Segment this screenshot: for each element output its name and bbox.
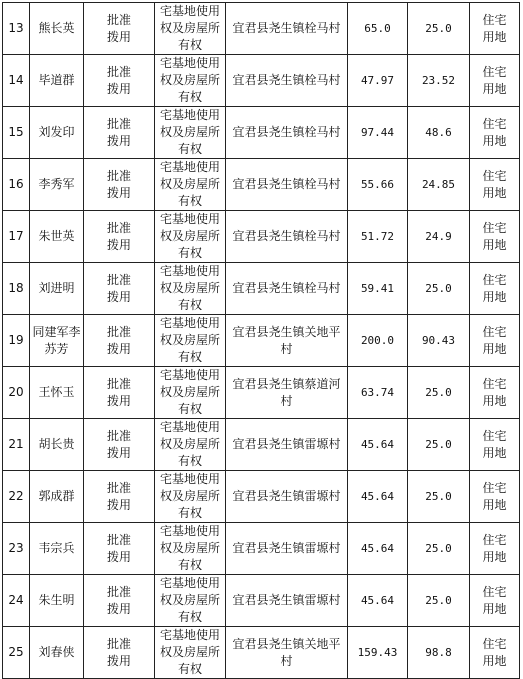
cell-text-purpose: 住宅用地 [482, 168, 507, 200]
cell-text-no: 25 [8, 645, 24, 659]
cell-text-no: 19 [8, 333, 24, 347]
row-number-cell [3, 627, 30, 679]
owner-name-cell [30, 523, 84, 575]
cell-text-location: 宜君县尧生镇栓马村 [232, 229, 341, 243]
right-type-cell [155, 159, 226, 211]
cell-text-location: 宜君县尧生镇栓马村 [232, 125, 341, 139]
cell-text-purpose: 住宅用地 [482, 116, 507, 148]
table-row [3, 367, 520, 419]
total-area-cell [348, 315, 408, 367]
approval-cell [84, 263, 155, 315]
total-area-cell [348, 211, 408, 263]
cell-text-area-total: 51.72 [360, 230, 395, 243]
cell-text-name: 郭成群 [38, 489, 75, 503]
cell-text-area-total: 59.41 [360, 282, 395, 295]
table-row [3, 575, 520, 627]
cell-text-area-use: 25.0 [425, 490, 452, 503]
cell-text-area-use: 98.8 [425, 646, 452, 659]
cell-text-approval: 批准拨用 [106, 428, 131, 460]
purpose-cell [470, 55, 520, 107]
cell-text-location: 宜君县尧生镇栓马村 [232, 281, 341, 295]
owner-name-cell [30, 367, 84, 419]
land-registry-sheet [2, 2, 519, 674]
row-number-cell [3, 211, 30, 263]
right-type-cell [155, 107, 226, 159]
table-row [3, 107, 520, 159]
row-number-cell [3, 523, 30, 575]
right-type-cell [155, 55, 226, 107]
cell-text-purpose: 住宅用地 [482, 584, 507, 616]
cell-text-right: 宅基地使用权及房屋所有权 [159, 108, 220, 156]
cell-text-location: 宜君县尧生镇雷塬村 [232, 489, 341, 503]
table-row [3, 159, 520, 211]
cell-text-no: 16 [8, 177, 24, 191]
cell-text-area-use: 48.6 [425, 126, 452, 139]
purpose-cell [470, 159, 520, 211]
cell-text-approval: 批准拨用 [106, 376, 131, 408]
location-cell [226, 419, 348, 471]
cell-text-no: 14 [8, 73, 24, 87]
cell-text-approval: 批准拨用 [106, 584, 131, 616]
cell-text-name: 李秀军 [38, 177, 75, 191]
cell-text-location: 宜君县尧生镇雷塬村 [232, 541, 341, 555]
cell-text-right: 宅基地使用权及房屋所有权 [159, 160, 220, 208]
owner-name-cell [30, 627, 84, 679]
cell-text-no: 21 [8, 437, 24, 451]
land-registry-table [2, 2, 520, 679]
table-row [3, 627, 520, 679]
total-area-cell [348, 367, 408, 419]
cell-text-right: 宅基地使用权及房屋所有权 [159, 576, 220, 624]
cell-text-right: 宅基地使用权及房屋所有权 [159, 4, 220, 52]
purpose-cell [470, 367, 520, 419]
location-cell [226, 159, 348, 211]
right-type-cell [155, 575, 226, 627]
cell-text-approval: 批准拨用 [106, 480, 131, 512]
row-number-cell [3, 55, 30, 107]
approval-cell [84, 367, 155, 419]
cell-text-right: 宅基地使用权及房屋所有权 [159, 212, 220, 260]
cell-text-right: 宅基地使用权及房屋所有权 [159, 264, 220, 312]
location-cell [226, 523, 348, 575]
cell-text-purpose: 住宅用地 [482, 12, 507, 44]
location-cell [226, 263, 348, 315]
cell-text-purpose: 住宅用地 [482, 376, 507, 408]
use-area-cell [408, 315, 470, 367]
approval-cell [84, 107, 155, 159]
table-row [3, 523, 520, 575]
total-area-cell [348, 575, 408, 627]
owner-name-cell [30, 55, 84, 107]
owner-name-cell [30, 263, 84, 315]
location-cell [226, 55, 348, 107]
location-cell [226, 575, 348, 627]
cell-text-right: 宅基地使用权及房屋所有权 [159, 472, 220, 520]
total-area-cell [348, 55, 408, 107]
total-area-cell [348, 107, 408, 159]
cell-text-area-total: 45.64 [360, 438, 395, 451]
location-cell [226, 3, 348, 55]
approval-cell [84, 3, 155, 55]
cell-text-area-use: 25.0 [425, 438, 452, 451]
table-row [3, 3, 520, 55]
cell-text-no: 22 [8, 489, 24, 503]
cell-text-purpose: 住宅用地 [482, 64, 507, 96]
row-number-cell [3, 419, 30, 471]
cell-text-purpose: 住宅用地 [482, 220, 507, 252]
approval-cell [84, 159, 155, 211]
cell-text-location: 宜君县尧生镇关地平村 [232, 324, 341, 356]
cell-text-location: 宜君县尧生镇蔡道河村 [232, 376, 341, 408]
cell-text-location: 宜君县尧生镇栓马村 [232, 21, 341, 35]
row-number-cell [3, 315, 30, 367]
cell-text-area-total: 45.64 [360, 490, 395, 503]
right-type-cell [155, 3, 226, 55]
cell-text-no: 24 [8, 593, 24, 607]
total-area-cell [348, 159, 408, 211]
location-cell [226, 107, 348, 159]
cell-text-name: 刘发印 [38, 125, 75, 139]
right-type-cell [155, 263, 226, 315]
cell-text-location: 宜君县尧生镇栓马村 [232, 177, 341, 191]
owner-name-cell [30, 471, 84, 523]
cell-text-no: 13 [8, 21, 24, 35]
right-type-cell [155, 315, 226, 367]
cell-text-area-use: 24.85 [421, 178, 456, 191]
cell-text-purpose: 住宅用地 [482, 272, 507, 304]
cell-text-right: 宅基地使用权及房屋所有权 [159, 628, 220, 676]
total-area-cell [348, 419, 408, 471]
use-area-cell [408, 367, 470, 419]
cell-text-location: 宜君县尧生镇雷塬村 [232, 593, 341, 607]
approval-cell [84, 315, 155, 367]
cell-text-approval: 批准拨用 [106, 116, 131, 148]
purpose-cell [470, 263, 520, 315]
use-area-cell [408, 3, 470, 55]
approval-cell [84, 211, 155, 263]
cell-text-no: 17 [8, 229, 24, 243]
cell-text-location: 宜君县尧生镇雷塬村 [232, 437, 341, 451]
cell-text-no: 20 [8, 385, 24, 399]
cell-text-name: 熊长英 [38, 21, 75, 35]
cell-text-area-use: 24.9 [425, 230, 452, 243]
cell-text-right: 宅基地使用权及房屋所有权 [159, 368, 220, 416]
cell-text-approval: 批准拨用 [106, 272, 131, 304]
cell-text-approval: 批准拨用 [106, 12, 131, 44]
location-cell [226, 315, 348, 367]
cell-text-approval: 批准拨用 [106, 324, 131, 356]
cell-text-name: 同建军李苏芳 [32, 324, 81, 356]
purpose-cell [470, 471, 520, 523]
owner-name-cell [30, 315, 84, 367]
cell-text-area-use: 25.0 [425, 542, 452, 555]
table-row [3, 419, 520, 471]
table-row [3, 55, 520, 107]
table-row [3, 211, 520, 263]
purpose-cell [470, 575, 520, 627]
table-row [3, 471, 520, 523]
cell-text-no: 18 [8, 281, 24, 295]
right-type-cell [155, 523, 226, 575]
purpose-cell [470, 211, 520, 263]
approval-cell [84, 55, 155, 107]
use-area-cell [408, 523, 470, 575]
cell-text-name: 韦宗兵 [38, 541, 75, 555]
cell-text-no: 23 [8, 541, 24, 555]
cell-text-area-total: 97.44 [360, 126, 395, 139]
row-number-cell [3, 471, 30, 523]
cell-text-approval: 批准拨用 [106, 64, 131, 96]
row-number-cell [3, 367, 30, 419]
cell-text-area-total: 200.0 [360, 334, 395, 347]
use-area-cell [408, 419, 470, 471]
location-cell [226, 471, 348, 523]
owner-name-cell [30, 159, 84, 211]
cell-text-area-use: 23.52 [421, 74, 456, 87]
cell-text-area-total: 45.64 [360, 594, 395, 607]
cell-text-area-total: 55.66 [360, 178, 395, 191]
location-cell [226, 627, 348, 679]
use-area-cell [408, 159, 470, 211]
use-area-cell [408, 471, 470, 523]
cell-text-location: 宜君县尧生镇关地平村 [232, 636, 341, 668]
cell-text-area-use: 25.0 [425, 386, 452, 399]
cell-text-right: 宅基地使用权及房屋所有权 [159, 524, 220, 572]
row-number-cell [3, 159, 30, 211]
owner-name-cell [30, 419, 84, 471]
cell-text-approval: 批准拨用 [106, 532, 131, 564]
purpose-cell [470, 627, 520, 679]
purpose-cell [470, 523, 520, 575]
cell-text-location: 宜君县尧生镇栓马村 [232, 73, 341, 87]
cell-text-right: 宅基地使用权及房屋所有权 [159, 316, 220, 364]
purpose-cell [470, 315, 520, 367]
row-number-cell [3, 575, 30, 627]
use-area-cell [408, 627, 470, 679]
right-type-cell [155, 471, 226, 523]
use-area-cell [408, 211, 470, 263]
row-number-cell [3, 3, 30, 55]
cell-text-purpose: 住宅用地 [482, 324, 507, 356]
use-area-cell [408, 575, 470, 627]
cell-text-name: 胡长贵 [38, 437, 75, 451]
approval-cell [84, 627, 155, 679]
total-area-cell [348, 3, 408, 55]
cell-text-area-total: 63.74 [360, 386, 395, 399]
table-row [3, 263, 520, 315]
purpose-cell [470, 107, 520, 159]
right-type-cell [155, 211, 226, 263]
table-row [3, 315, 520, 367]
purpose-cell [470, 419, 520, 471]
approval-cell [84, 419, 155, 471]
location-cell [226, 367, 348, 419]
right-type-cell [155, 419, 226, 471]
cell-text-approval: 批准拨用 [106, 636, 131, 668]
cell-text-area-total: 47.97 [360, 74, 395, 87]
owner-name-cell [30, 107, 84, 159]
cell-text-approval: 批准拨用 [106, 168, 131, 200]
cell-text-area-use: 25.0 [425, 282, 452, 295]
cell-text-area-use: 25.0 [425, 22, 452, 35]
cell-text-name: 毕道群 [38, 73, 75, 87]
right-type-cell [155, 367, 226, 419]
cell-text-purpose: 住宅用地 [482, 480, 507, 512]
cell-text-approval: 批准拨用 [106, 220, 131, 252]
use-area-cell [408, 263, 470, 315]
cell-text-name: 刘进明 [38, 281, 75, 295]
cell-text-purpose: 住宅用地 [482, 636, 507, 668]
owner-name-cell [30, 3, 84, 55]
use-area-cell [408, 107, 470, 159]
cell-text-area-use: 90.43 [421, 334, 456, 347]
right-type-cell [155, 627, 226, 679]
row-number-cell [3, 107, 30, 159]
purpose-cell [470, 3, 520, 55]
cell-text-right: 宅基地使用权及房屋所有权 [159, 56, 220, 104]
cell-text-purpose: 住宅用地 [482, 428, 507, 460]
owner-name-cell [30, 575, 84, 627]
total-area-cell [348, 263, 408, 315]
cell-text-purpose: 住宅用地 [482, 532, 507, 564]
cell-text-area-total: 45.64 [360, 542, 395, 555]
cell-text-name: 朱世英 [38, 229, 75, 243]
cell-text-no: 15 [8, 125, 24, 139]
total-area-cell [348, 523, 408, 575]
cell-text-area-use: 25.0 [425, 594, 452, 607]
cell-text-name: 朱生明 [38, 593, 75, 607]
owner-name-cell [30, 211, 84, 263]
cell-text-area-total: 159.43 [357, 646, 398, 659]
cell-text-name: 王怀玉 [38, 385, 75, 399]
approval-cell [84, 471, 155, 523]
approval-cell [84, 523, 155, 575]
location-cell [226, 211, 348, 263]
cell-text-name: 刘春侠 [38, 645, 75, 659]
cell-text-area-total: 65.0 [364, 22, 391, 35]
cell-text-right: 宅基地使用权及房屋所有权 [159, 420, 220, 468]
total-area-cell [348, 627, 408, 679]
total-area-cell [348, 471, 408, 523]
row-number-cell [3, 263, 30, 315]
approval-cell [84, 575, 155, 627]
use-area-cell [408, 55, 470, 107]
